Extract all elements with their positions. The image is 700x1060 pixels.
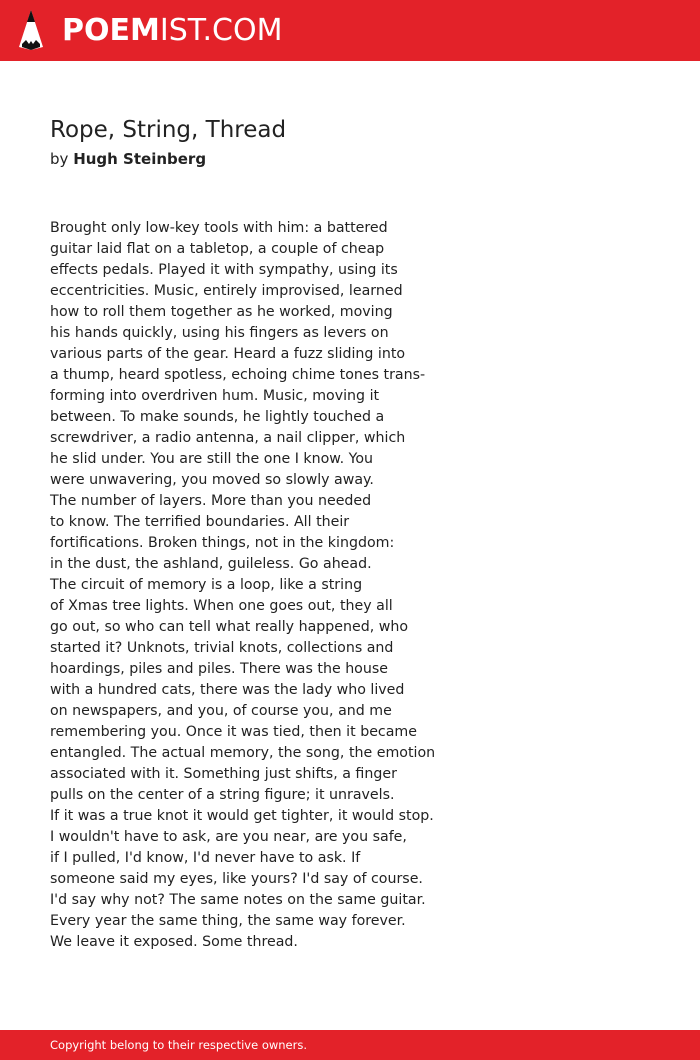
poem-line: various parts of the gear. Heard a fuzz sliding into xyxy=(50,346,406,362)
poem-line: between. To make sounds, he lightly touched a xyxy=(50,409,385,425)
poem-line: a thump, heard spotless, echoing chime tones trans- xyxy=(50,367,426,383)
poem-line: effects pedals. Played it with sympathy, using its xyxy=(50,262,398,278)
poem-line: The circuit of memory is a loop, like a string xyxy=(50,577,363,593)
poem-line: with a hundred cats, there was the lady who lived xyxy=(50,682,405,698)
poem-line: he slid under. You are still the one I know. You xyxy=(50,451,374,467)
poem-line: of Xmas tree lights. When one goes out, they all xyxy=(50,598,393,614)
poem-line: remembering you. Once it was tied, then it became xyxy=(50,724,417,740)
poem-line: guitar laid flat on a tabletop, a couple of cheap xyxy=(50,241,385,257)
copyright-text: Copyright belong to their respective owners. xyxy=(50,1038,308,1052)
poem-title: Rope, String, Thread xyxy=(50,117,287,143)
poem-line: I wouldn't have to ask, are you near, are you safe, xyxy=(50,829,407,845)
poem-line: If it was a true knot it would get tighter, it would stop. xyxy=(50,808,434,824)
pen-nib-icon[interactable] xyxy=(18,9,44,51)
site-footer xyxy=(0,1030,700,1060)
poem-line: associated with it. Something just shifts, a finger xyxy=(50,766,397,782)
poem-line: screwdriver, a radio antenna, a nail clipper, which xyxy=(50,430,406,446)
poem-line: forming into overdriven hum. Music, moving it xyxy=(50,388,380,404)
poem-line: We leave it exposed. Some thread. xyxy=(50,934,298,950)
poem-line: started it? Unknots, trivial knots, collections and xyxy=(50,640,394,656)
poem-line: were unwavering, you moved so slowly away. xyxy=(50,472,374,488)
poem-line: his hands quickly, using his fingers as levers on xyxy=(50,325,389,341)
poem-line: in the dust, the ashland, guileless. Go ahead. xyxy=(50,556,372,572)
poem-line: eccentricities. Music, entirely improvised, learned xyxy=(50,283,403,299)
site-logo-text[interactable] xyxy=(62,13,282,49)
poem-line: entangled. The actual memory, the song, the emotion xyxy=(50,745,436,761)
poem-body xyxy=(50,218,435,953)
poem-line: hoardings, piles and piles. There was the house xyxy=(50,661,388,677)
site-header xyxy=(0,0,700,61)
poem-line: fortifications. Broken things, not in the kingdom: xyxy=(50,535,395,551)
poem-line: The number of layers. More than you needed xyxy=(50,493,372,509)
byline-prefix: by xyxy=(50,150,69,168)
poem-line: if I pulled, I'd know, I'd never have to ask. If xyxy=(50,850,361,866)
poem-line: someone said my eyes, like yours? I'd say of course. xyxy=(50,871,423,887)
poem-line: go out, so who can tell what really happened, who xyxy=(50,619,409,635)
byline xyxy=(50,150,206,168)
brand-bold: POEM xyxy=(62,13,160,48)
author-name: Hugh Steinberg xyxy=(73,150,207,168)
poem-line: Brought only low-key tools with him: a battered xyxy=(50,220,388,236)
brand-light: IST.COM xyxy=(159,13,283,48)
poem-line: Every year the same thing, the same way forever. xyxy=(50,913,406,929)
poem-line: to know. The terrified boundaries. All their xyxy=(50,514,350,530)
poem-line: pulls on the center of a string figure; it unravels. xyxy=(50,787,395,803)
poem-line: how to roll them together as he worked, moving xyxy=(50,304,393,320)
poem-line: on newspapers, and you, of course you, and me xyxy=(50,703,392,719)
poem-line: I'd say why not? The same notes on the same guitar. xyxy=(50,892,426,908)
